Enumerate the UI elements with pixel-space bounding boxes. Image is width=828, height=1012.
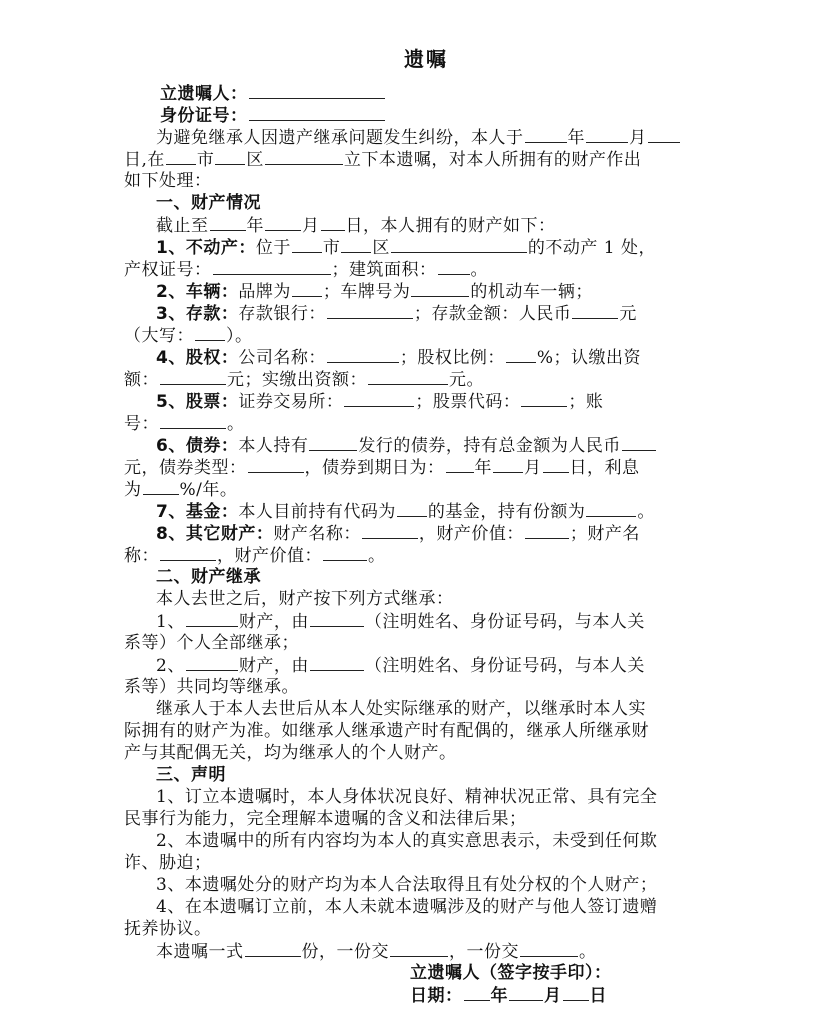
inheritance-rule-2-line-1: 2、 财产，由 （注明姓名、身份证号码，与本人关	[156, 656, 645, 676]
item-other-label: 8、其它财产：	[156, 524, 274, 544]
declaration-3: 3、本遗嘱处分的财产均为本人合法取得且有处分权的个人财产；	[156, 875, 658, 895]
item-deposit-line-1: 3、存款：存款银行： ；存款金额：人民币 元	[156, 304, 637, 324]
section-2-heading: 二、财产继承	[156, 567, 261, 587]
item-bond-line-3: 为 %/年。	[124, 480, 238, 500]
item-real-estate-line-1: 1、不动产：位于 市 区 的不动产 1 处，	[156, 238, 656, 258]
signature-label: 立遗嘱人（签字按手印）：	[410, 963, 612, 983]
intro-city-blank	[166, 148, 196, 165]
intro-month-blank	[586, 126, 628, 143]
item-fund-label: 7、基金：	[156, 502, 239, 522]
item-other-line-1: 8、其它财产：财产名称： ，财产价值： ；财产名	[156, 524, 640, 544]
declaration-4-line-1: 4、在本遗嘱订立前，本人未就本遗嘱涉及的财产与他人签订遗赠	[156, 897, 658, 917]
id-line	[160, 104, 386, 127]
section-3-heading: 三、声明	[156, 765, 226, 785]
intro-line-3: 如下处理：	[124, 171, 212, 191]
inheritance-para-line-1: 继承人于本人去世后从本人处实际继承的财产，以继承时本人实	[156, 699, 646, 719]
item-stock-label: 5、股票：	[156, 392, 239, 412]
section-1-heading: 一、财产情况	[156, 193, 261, 213]
intro-line-1: 为避免继承人因遗产继承问题发生纠纷，本人于 年 月	[156, 126, 681, 149]
intro-line-2: 日,在 市 区 立下本遗嘱，对本人所拥有的财产作出	[124, 150, 642, 170]
id-label: 身份证号：	[160, 106, 248, 126]
declaration-2-line-1: 2、本遗嘱中的所有内容均为本人的真实意思表示，未受到任何欺	[156, 831, 658, 851]
date-label: 日期：	[410, 986, 463, 1006]
item-real-estate-label: 1、不动产：	[156, 238, 256, 258]
item-bond-line-1: 6、债券：本人持有 发行的债券，持有总金额为人民币	[156, 434, 657, 457]
testator-label: 立遗嘱人：	[160, 84, 248, 104]
testator-line	[160, 82, 386, 105]
item-stock-line-1: 5、股票：证券交易所： ；股票代码： ；账	[156, 392, 604, 412]
item-stock-line-2: 号： 。	[124, 414, 245, 434]
intro-place-blank	[265, 148, 343, 165]
intro-day-blank	[648, 126, 680, 143]
item-other-line-2: 称： ，财产价值： 。	[124, 546, 386, 566]
item-real-estate-line-2: 产权证号： ；建筑面积： 。	[124, 260, 488, 280]
declaration-1-line-1: 1、订立本遗嘱时，本人身体状况良好、精神状况正常、具有完全	[156, 787, 658, 807]
testator-blank	[249, 82, 385, 99]
item-vehicle-label: 2、车辆：	[156, 282, 239, 302]
intro-year-blank	[525, 126, 567, 143]
item-deposit-label: 3、存款：	[156, 304, 239, 324]
document-title: 遗嘱	[404, 47, 448, 71]
item-fund-line: 7、基金：本人目前持有代码为 的基金，持有份额为 。	[156, 502, 655, 522]
declaration-4-line-2: 抚养协议。	[124, 919, 212, 939]
declaration-1-line-2: 民事行为能力，完全理解本遗嘱的含义和法律后果；	[124, 809, 527, 829]
inheritance-rule-1-line-2: 系等）个人全部继承；	[124, 633, 299, 653]
date-line: 日期： 年 月 日	[410, 986, 607, 1006]
inheritance-intro: 本人去世之后，财产按下列方式继承：	[156, 589, 454, 609]
id-blank	[249, 104, 385, 121]
intro-district-blank	[215, 148, 245, 165]
cutoff-line: 截止至 年 月 日，本人拥有的财产如下：	[156, 216, 556, 236]
item-vehicle-line: 2、车辆：品牌为 ；车牌号为 的机动车一辆；	[156, 282, 593, 302]
inheritance-para-line-2: 际拥有的财产为准。如继承人继承遗产时有配偶的，继承人所继承财	[124, 721, 649, 741]
item-equity-label: 4、股权：	[156, 348, 239, 368]
inheritance-rule-1-line-1: 1、 财产，由 （注明姓名、身份证号码，与本人关	[156, 612, 645, 632]
copies-line: 本遗嘱一式 份，一份交 ，一份交 。	[156, 942, 597, 962]
item-deposit-line-2: （大写： ）。	[124, 326, 253, 346]
item-equity-line-2: 额： 元；实缴出资额： 元。	[124, 370, 484, 390]
inheritance-para-line-3: 产与其配偶无关，均为继承人的个人财产。	[124, 743, 457, 763]
inheritance-rule-2-line-2: 系等）共同均等继承。	[124, 677, 299, 697]
item-equity-line-1: 4、股权：公司名称： ；股权比例： %；认缴出资	[156, 348, 641, 368]
item-bond-label: 6、债券：	[156, 436, 239, 456]
item-bond-line-2: 元，债券类型： ，债券到期日为： 年 月 日，利息	[124, 458, 640, 478]
declaration-2-line-2: 诈、胁迫；	[124, 853, 212, 873]
